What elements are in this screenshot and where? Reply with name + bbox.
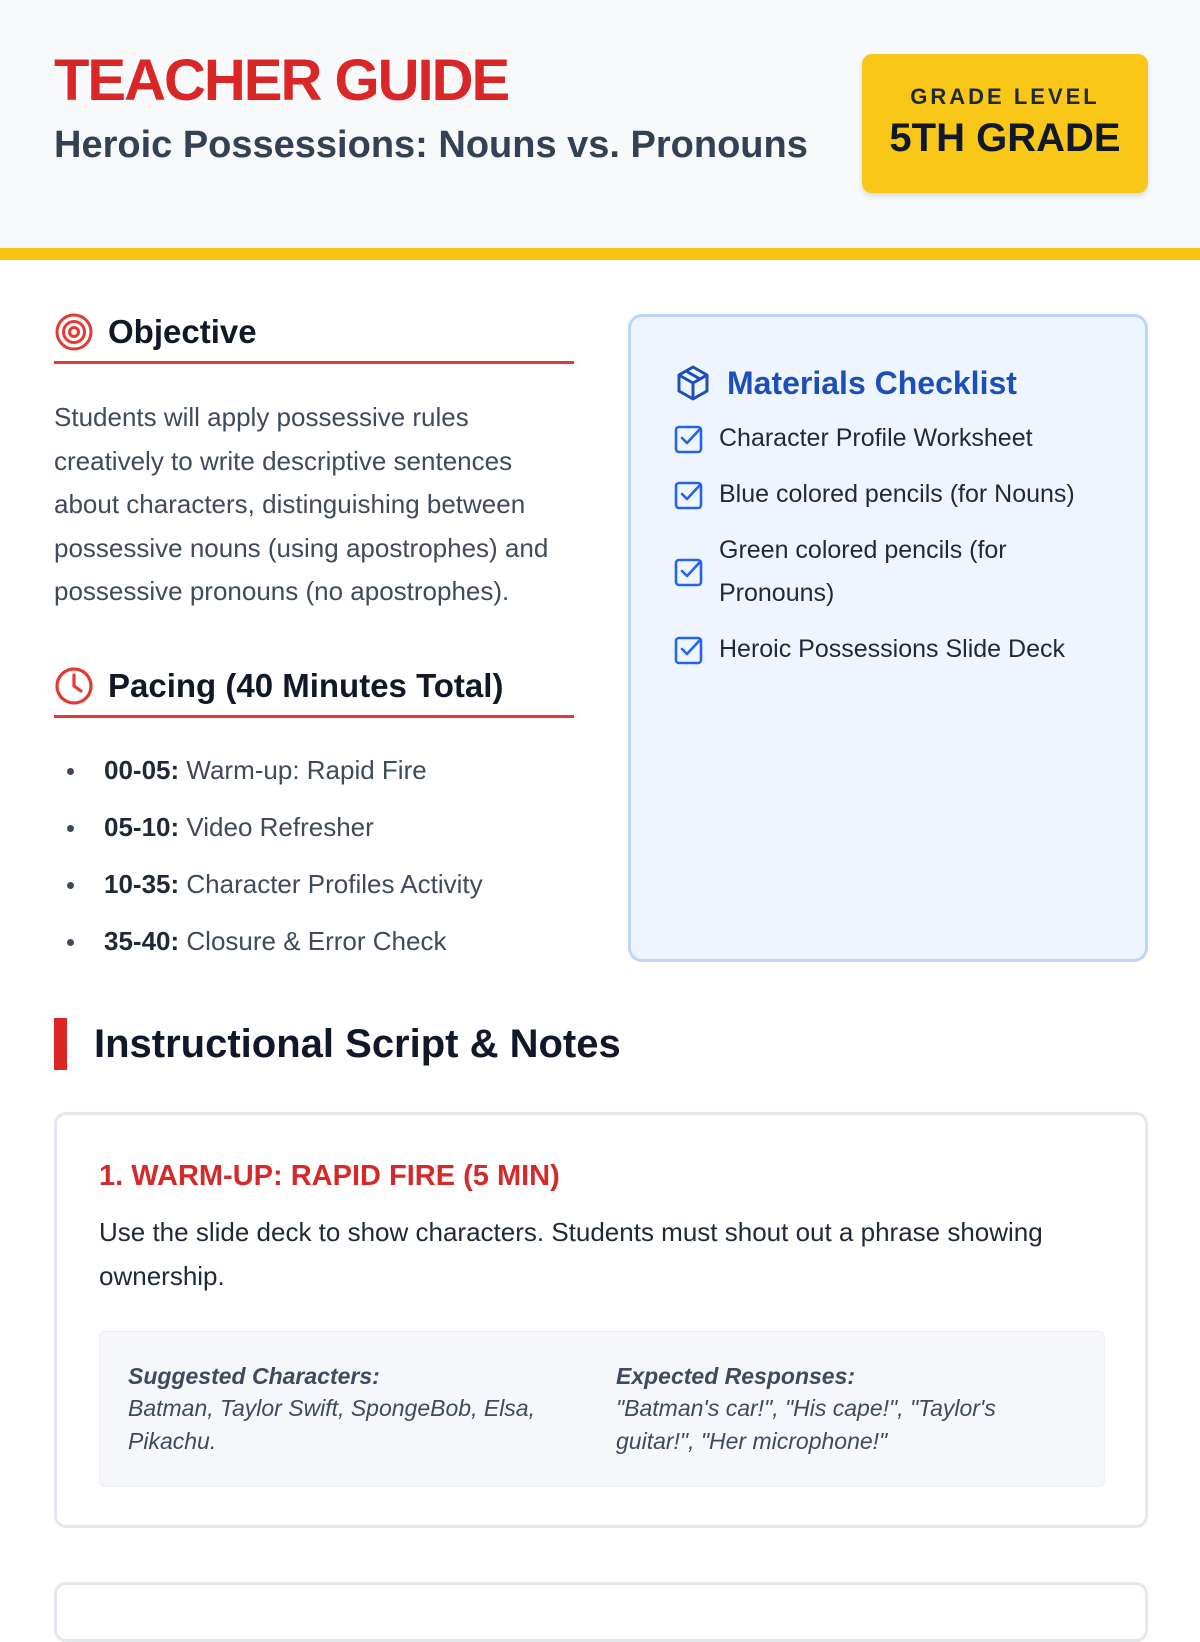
objective-section-header [54,308,574,364]
pacing-activity: Character Profiles Activity [186,869,483,899]
note-text: Batman, Taylor Swift, SpongeBob, Elsa, Pikachu. [128,1395,535,1454]
pacing-section-header [54,662,574,718]
grade-level-label: GRADE LEVEL [910,84,1100,109]
materials-checklist-panel [628,314,1148,962]
lesson-subtitle: Heroic Possessions: Nouns vs. Pronouns [54,124,808,166]
materials-item [673,628,1123,671]
materials-item-label: Green colored pencils (for Pronouns) [719,536,1007,607]
note-label: Expected Responses: [616,1363,856,1389]
pacing-time: 00-05: [104,755,180,785]
section-accent-bar [54,1018,67,1070]
grade-level-value: 5TH GRADE [889,116,1121,160]
grade-level-badge [862,54,1148,193]
objective-text: Students will apply possessive rules creatively to write descriptive sentences about characters, distinguishing between possessive nouns (using apostrophes) and possessive pronouns (no apostrophes). [54,402,549,606]
step-card-next [54,1582,1148,1642]
script-heading: Instructional Script & Notes [94,1022,621,1066]
step-title: 1. WARM-UP: RAPID FIRE (5 MIN) [99,1160,560,1192]
materials-item [673,529,1123,615]
step-card-warm-up [54,1112,1148,1528]
page-header [0,0,1200,260]
materials-item-label: Blue colored pencils (for Nouns) [719,480,1075,508]
pacing-time: 35-40: [104,926,180,956]
pacing-item [54,913,579,970]
materials-item-label: Character Profile Worksheet [719,424,1033,452]
box-icon [673,363,713,403]
suggested-characters-note [128,1360,568,1458]
pacing-activity: Video Refresher [186,812,374,842]
materials-item-label: Heroic Possessions Slide Deck [719,635,1065,663]
checkbox-checked-icon [673,556,705,588]
step-notes-box [99,1331,1105,1487]
pacing-heading: Pacing (40 Minutes Total) [108,667,504,704]
expected-responses-note [616,1360,1056,1458]
materials-item [673,473,1123,516]
materials-list [673,417,1123,684]
pacing-time: 05-10: [104,812,180,842]
step-description: Use the slide deck to show characters. Students must shout out a phrase showing ownership. [99,1217,1043,1291]
pacing-item [54,856,579,913]
checkbox-checked-icon [673,423,705,455]
checkbox-checked-icon [673,479,705,511]
clock-icon [54,666,94,706]
pacing-activity: Closure & Error Check [186,926,447,956]
materials-item [673,417,1123,460]
objective-heading: Objective [108,313,257,350]
pacing-item [54,799,579,856]
note-text: "Batman's car!", "His cape!", "Taylor's guitar!", "Her microphone!" [616,1395,996,1454]
pacing-time: 10-35: [104,869,180,899]
pacing-item [54,742,579,799]
page-title: TEACHER GUIDE [54,48,509,113]
materials-heading: Materials Checklist [727,365,1017,401]
checkbox-checked-icon [673,634,705,666]
note-label: Suggested Characters: [128,1363,380,1389]
pacing-activity: Warm-up: Rapid Fire [186,755,427,785]
target-icon [54,312,94,352]
pacing-list [54,742,579,970]
